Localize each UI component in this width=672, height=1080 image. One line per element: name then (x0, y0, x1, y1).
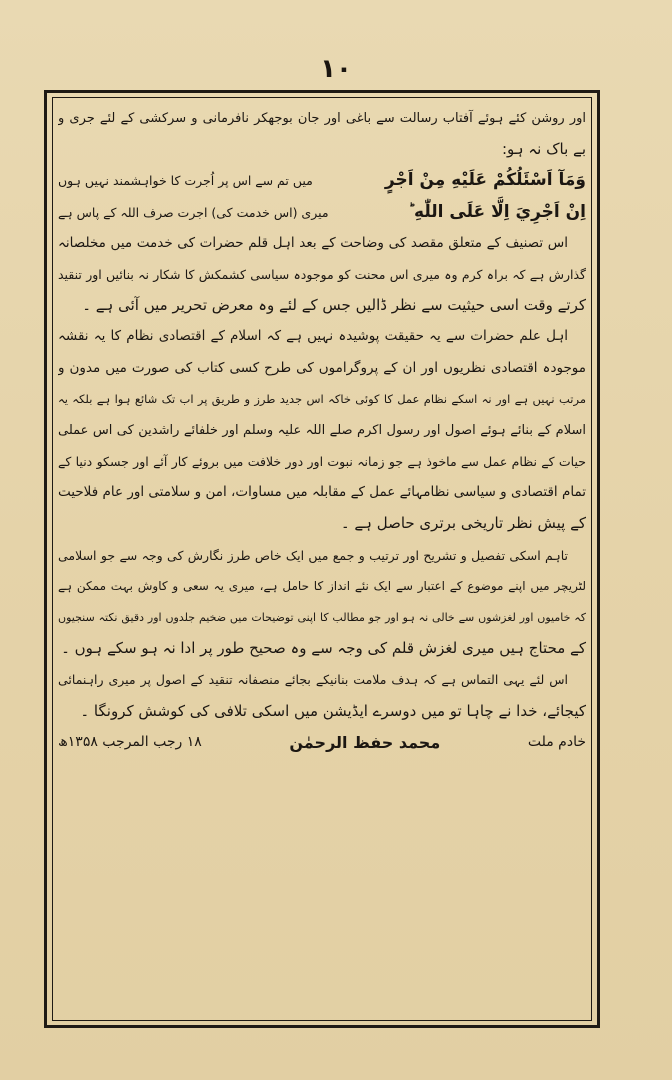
signature-row (58, 727, 586, 758)
signature-date: ۱۸ رجب المرجب ۱۳۵۸ھ (58, 733, 202, 750)
page-body (58, 103, 586, 1013)
text-line: موجودہ اقتصادی نظریوں اور ان کے پروگراموں کی طرح کسی کتاب کی صورت میں مدون و (58, 359, 586, 376)
text-line: گذارش ہے کہ براہ کرم وہ میری اس محنت کو موجودہ سیاسی کشمکش کا شکار نہ بنائیں اور تنقید (58, 266, 586, 282)
quranic-verse-row (58, 197, 586, 228)
text-line: بے باک نہ ہو: (502, 140, 586, 159)
signature-name: محمد حفظ الرحمٰن (289, 732, 441, 752)
text-line: کہ خامیوں اور لغزشوں سے خالی نہ ہو اور جو مطالب کا اپنی توضیحات میں ضخیم جلدوں اور دقیق نکتہ سنجیوں (58, 611, 586, 624)
text-line: اس تصنیف کے متعلق مقصد کی وضاحت کے بعد اہل قلم حضرات کی خدمت میں مخلصانہ (58, 234, 568, 251)
text-line: کے محتاج ہیں میری لغزش قلم کی وجہ سے وہ صحیح طور پر ادا نہ ہو سکے ہوں ۔ (61, 639, 586, 658)
text-line: کے پیش نظر تاریخی برتری حاصل ہے ۔ (340, 514, 586, 533)
text-line: اس لئے یہی التماس ہے کہ ہدف ملامت بنانیکے بجائے منصفانہ تنقید کے اصول پر میری راہنمائی (58, 672, 568, 688)
text-line: اسلام کے بنائے ہوئے اصول اور رسول اکرم صلے اللہ علیہ وسلم اور خلفائے راشدین کی اس عملی (58, 422, 586, 438)
verse-translation: میں تم سے اس پر اُجرت کا خواہشمند نہیں ہوں (58, 173, 313, 189)
page-number: ۱۰ (320, 54, 352, 84)
text-line: کرتے وقت اسی حیثیت سے نظر ڈالیں جس کے لئے وہ معرض تحریر میں آئی ہے ۔ (82, 296, 586, 315)
arabic-verse: اِنْ اَجْرِيَ اِلَّا عَلَى اللّٰهِ ؕ (408, 201, 586, 222)
text-line: حیات کے نظام عمل سے ماخوذ ہے جو زمانہ نبوت اور دور خلافت میں بروئے کار آئے اور جسکو دنیا کے (58, 454, 586, 470)
quranic-verse-row (58, 165, 586, 196)
text-line: تاہم اسکی تفصیل و تشریح اور ترتیب و جمع میں ایک خاص طرز نگارش کی وجہ سے جو اسلامی (58, 547, 568, 563)
text-line: اہل علم حضرات سے یہ حقیقت پوشیدہ نہیں ہے کہ اسلام کے اقتصادی نظام کا یہ نقشہ (58, 328, 568, 345)
text-line: کیجائے، خدا نے چاہا تو میں دوسرے ایڈیشن میں اسکی تلافی کی کوشش کرونگا ۔ (80, 701, 586, 720)
text-line: تمام اقتصادی و سیاسی نظامہائے عمل کے مقابلہ میں مساوات، امن و سلامتی اور عام فلاحیت (58, 484, 586, 501)
text-line: اور روشن کئے ہوئے آفتاب رسالت سے باغی اور جان بوجھکر نافرمانی و سرکشی کے لئے جری و (58, 111, 586, 126)
verse-translation: میری (اس خدمت کی) اجرت صرف اللہ کے پاس ہے (58, 204, 329, 220)
arabic-verse: وَمَآ اَسْئَلُكُمْ عَلَيْهِ مِنْ اَجْرٍ (384, 170, 586, 191)
signature-title: خادم ملت (527, 733, 586, 750)
text-line: لٹریچر میں اپنے موضوع کے اعتبار سے ایک نئے انداز کا حامل ہے، میری یہ سعی و کاوش بہت ممکن ہے (58, 578, 586, 593)
text-line: مرتب نہیں ہے اور نہ اسکے نظام عمل کا کوئی خاکہ اس جدید طرز و طریق پر اب تک شائع ہوا ہے بلکہ یہ (58, 391, 586, 406)
